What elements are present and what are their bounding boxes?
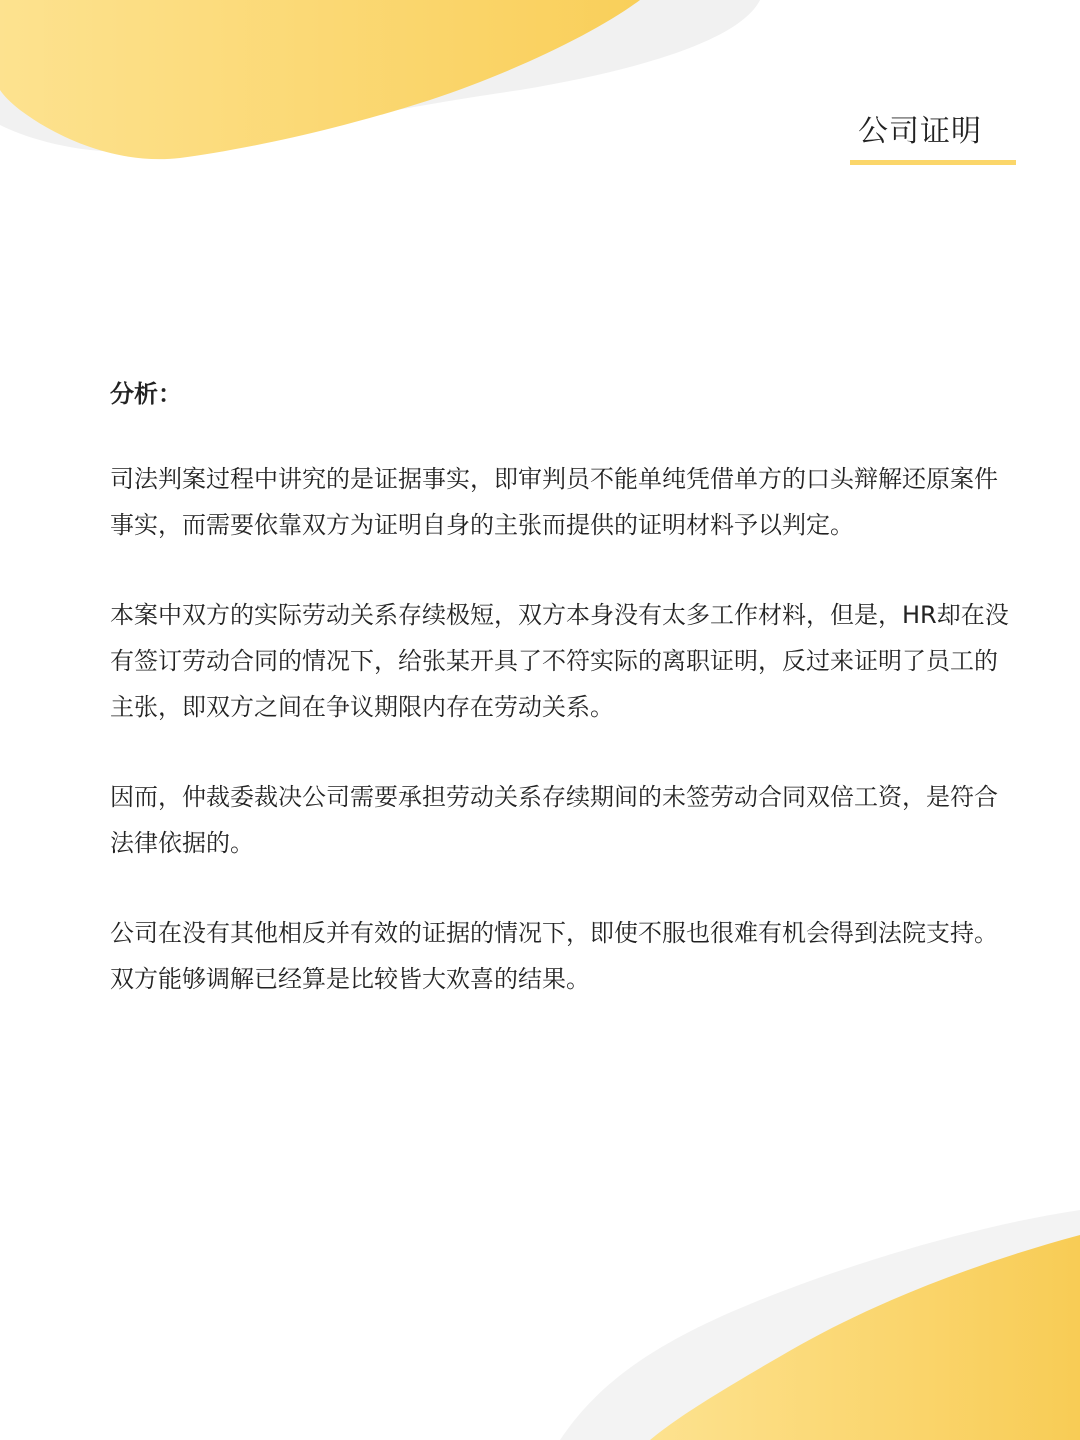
paragraph-4: 公司在没有其他相反并有效的证据的情况下，即使不服也很难有机会得到法院支持。双方能够调解已经算是比较皆大欢喜的结果。 bbox=[110, 919, 998, 993]
article-body bbox=[110, 372, 1010, 1046]
paragraph-3: 因而，仲裁委裁决公司需要承担劳动关系存续期间的未签劳动合同双倍工资，是符合法律依据的。 bbox=[110, 783, 998, 857]
page-title: 公司证明 bbox=[858, 114, 982, 149]
bottom-gray-wave bbox=[560, 1210, 1080, 1440]
section-heading: 分析： bbox=[110, 380, 182, 408]
paragraph-1: 司法判案过程中讲究的是证据事实，即审判员不能单纯凭借单方的口头辩解还原案件事实，而需要依靠双方为证明自身的主张而提供的证明材料予以判定。 bbox=[110, 465, 998, 539]
paragraph-2: 本案中双方的实际劳动关系存续极短，双方本身没有太多工作材料，但是，HR却在没有签订劳动合同的情况下，给张某开具了不符实际的离职证明，反过来证明了员工的主张，即双方之间在争议期限内存在劳动关系。 bbox=[110, 601, 1009, 721]
top-gray-wave bbox=[0, 0, 760, 152]
top-yellow-wave bbox=[0, 0, 640, 159]
bottom-yellow-wave bbox=[650, 1235, 1080, 1440]
title-underline bbox=[850, 160, 1016, 165]
